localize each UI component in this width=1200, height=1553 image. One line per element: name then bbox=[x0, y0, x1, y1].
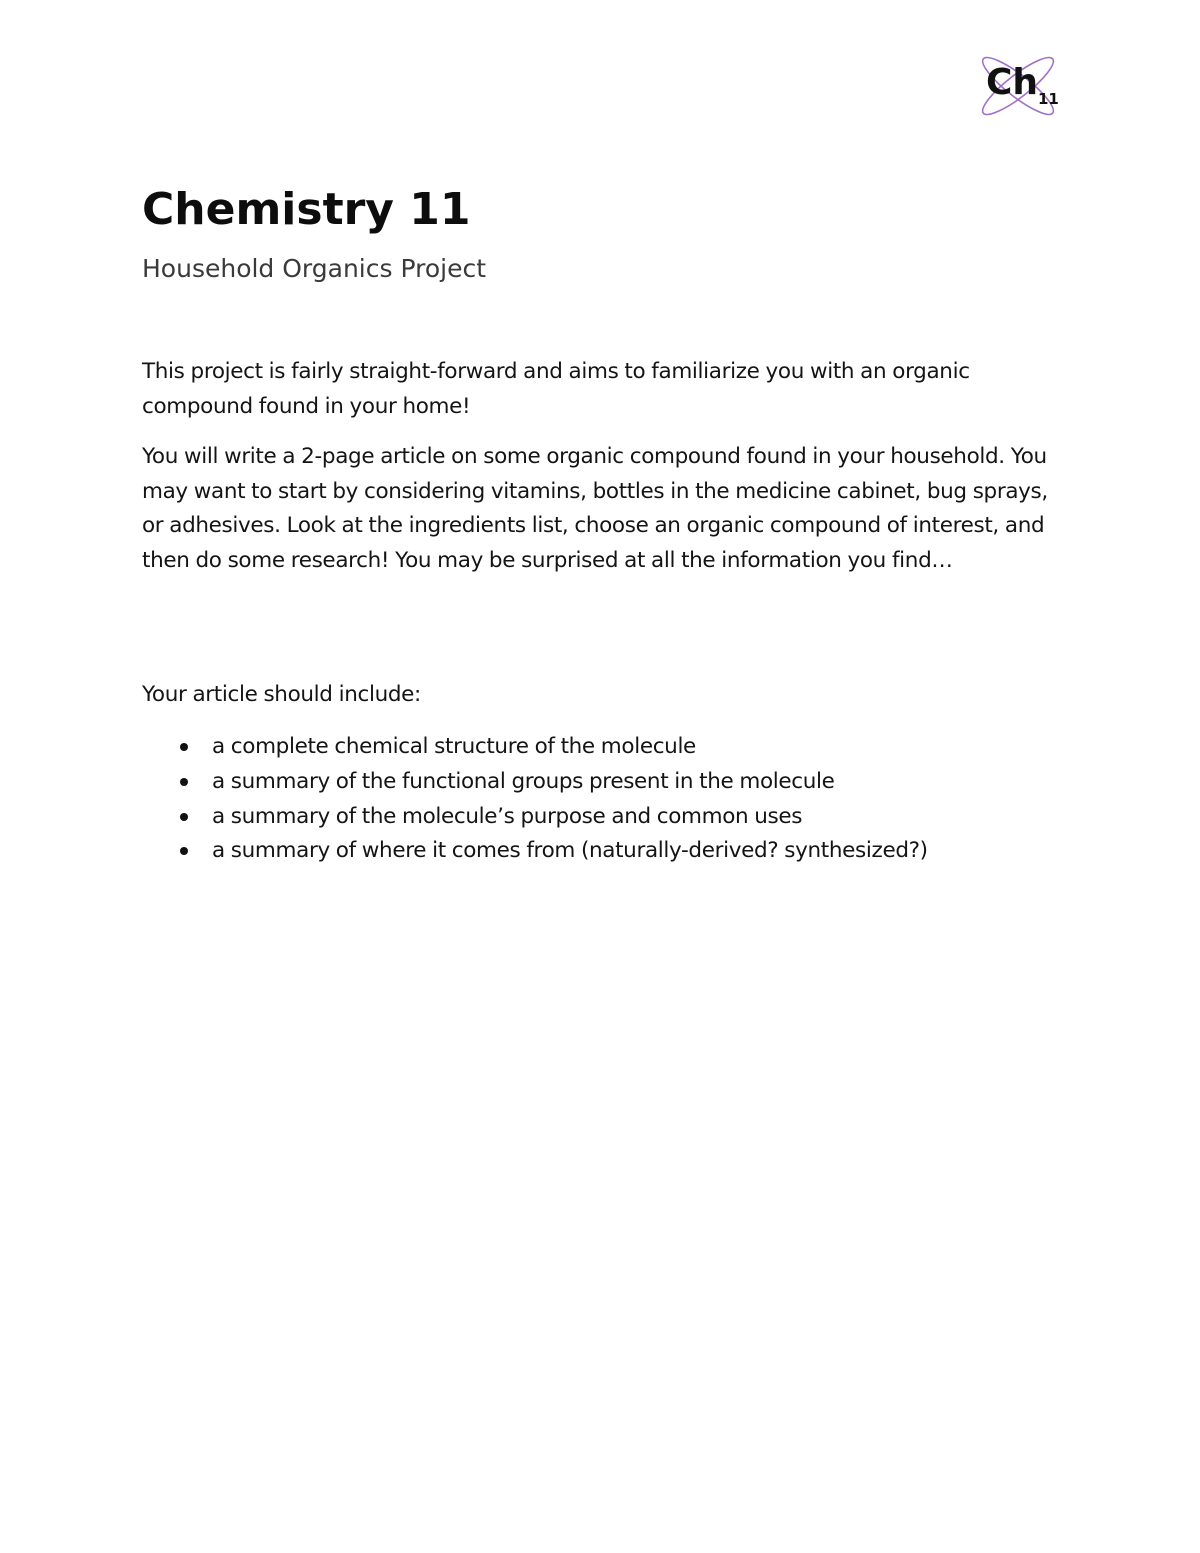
requirements-list bbox=[142, 730, 928, 869]
list-item-text: a complete chemical structure of the molecule bbox=[212, 734, 696, 759]
list-item-text: a summary of the molecule’s purpose and common uses bbox=[212, 803, 803, 829]
bullet-icon bbox=[180, 813, 188, 821]
page-title: Chemistry 11 bbox=[142, 184, 471, 235]
logo-subscript: 11 bbox=[1038, 90, 1059, 108]
list-heading: Your article should include: bbox=[142, 682, 421, 707]
list-item bbox=[142, 730, 928, 765]
list-item-text: a summary of the functional groups present in the molecule bbox=[212, 768, 835, 794]
list-item bbox=[142, 765, 928, 800]
atom-orbit-icon bbox=[972, 50, 1066, 122]
bullet-icon bbox=[180, 778, 188, 786]
logo-main-text: Ch bbox=[986, 62, 1039, 103]
bullet-icon bbox=[180, 743, 188, 751]
list-item bbox=[142, 800, 928, 835]
page-subtitle: Household Organics Project bbox=[142, 254, 486, 283]
intro-paragraph: This project is fairly straight-forward and aims to familiarize you with an organic compound found in your home! bbox=[142, 359, 970, 419]
bullet-icon bbox=[180, 847, 188, 855]
instructions-paragraph: You will write a 2-page article on some organic compound found in your household. You may want to start by considering vitamins, bottles in the medicine cabinet, bug sprays, or adhesives. Look at the ingredients list, choose an organic compound of interest, and then do some research! You may be surprised at all the information you find… bbox=[142, 444, 1048, 573]
list-item bbox=[142, 834, 928, 869]
list-item-text: a summary of where it comes from (naturally-derived? synthesized?) bbox=[212, 838, 928, 864]
chemistry-11-logo bbox=[972, 50, 1066, 122]
